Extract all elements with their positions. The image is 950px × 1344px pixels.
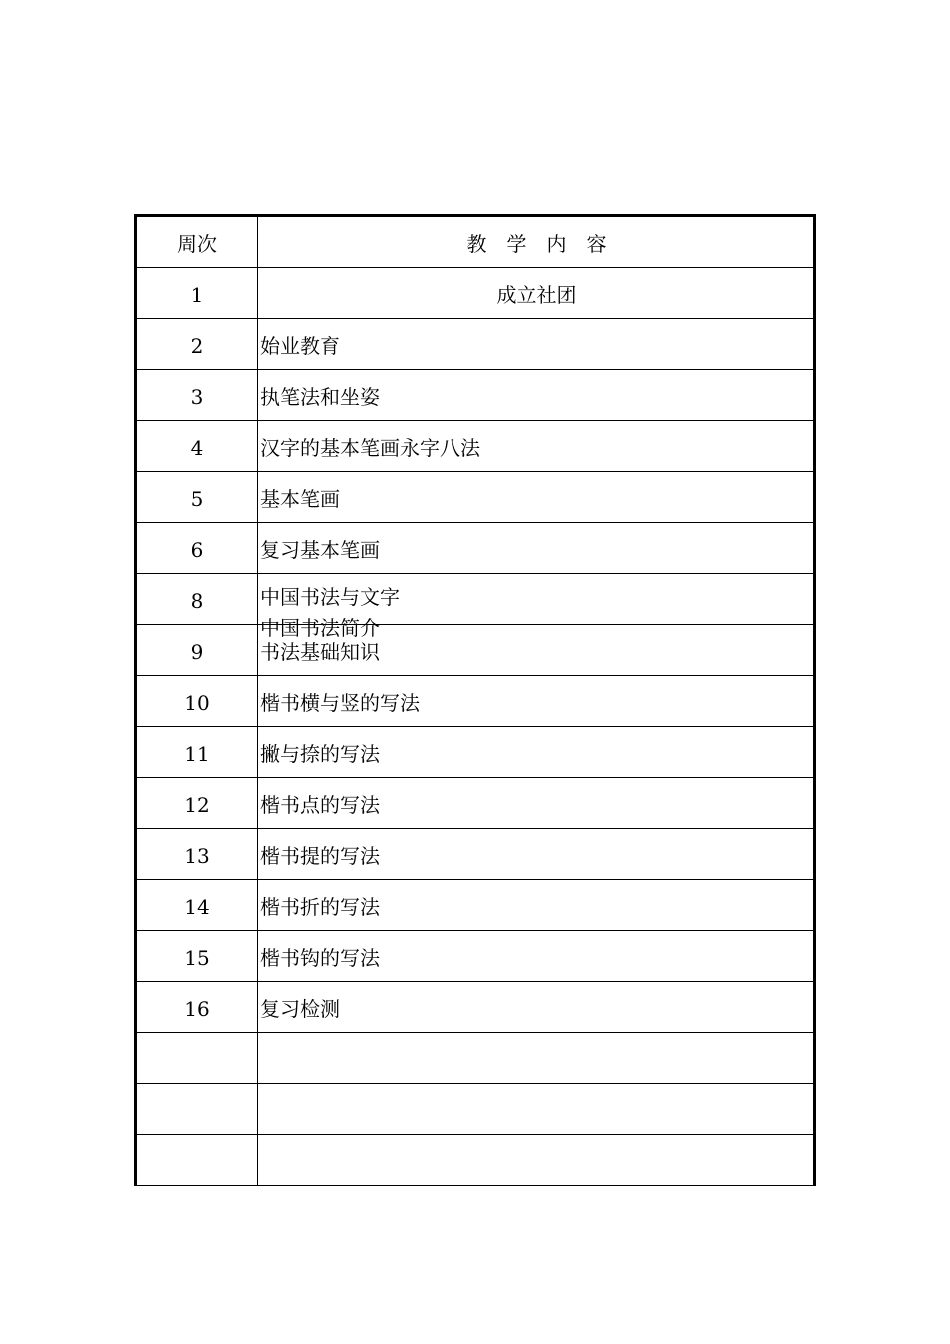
row-week: 4 (136, 421, 258, 472)
table-row (136, 370, 815, 421)
row-content (258, 1084, 815, 1135)
row-week: 6 (136, 523, 258, 574)
row-week: 15 (136, 931, 258, 982)
row-content: 楷书点的写法 (258, 778, 815, 829)
row-week (136, 1135, 258, 1186)
table-row (136, 829, 815, 880)
row-content: 撇与捺的写法 (258, 727, 815, 778)
table-row-empty (136, 1033, 815, 1084)
table-row (136, 472, 815, 523)
row-content (258, 574, 815, 640)
header-week: 周次 (136, 216, 258, 268)
row-week: 12 (136, 778, 258, 829)
row-week: 10 (136, 676, 258, 727)
row-week: 3 (136, 370, 258, 421)
row-content-line-2: 中国书法简介 (260, 615, 380, 640)
row-week: 9 (136, 625, 258, 676)
row-week: 16 (136, 982, 258, 1033)
row-content: 书法基础知识 (258, 625, 815, 676)
row-content: 楷书折的写法 (258, 880, 815, 931)
row-week: 14 (136, 880, 258, 931)
row-content-line-1: 中国书法与文字 (260, 584, 400, 609)
row-content: 基本笔画 (258, 472, 815, 523)
table-row (136, 676, 815, 727)
table-row (136, 523, 815, 574)
table-row-empty (136, 1084, 815, 1135)
row-content: 复习基本笔画 (258, 523, 815, 574)
table-row (136, 931, 815, 982)
row-content (258, 1135, 815, 1186)
table-row (136, 880, 815, 931)
teaching-schedule-table (134, 214, 816, 1186)
row-week (136, 1084, 258, 1135)
table-row (136, 625, 815, 676)
row-content: 楷书提的写法 (258, 829, 815, 880)
overflowing-cell-text (258, 576, 813, 640)
table-header-row (136, 216, 815, 268)
row-week: 8 (136, 574, 258, 625)
row-content: 执笔法和坐姿 (258, 370, 815, 421)
table-row-empty (136, 1135, 815, 1186)
table-row (136, 319, 815, 370)
row-week: 13 (136, 829, 258, 880)
row-content (258, 1033, 815, 1084)
row-week (136, 1033, 258, 1084)
row-content: 成立社团 (258, 268, 815, 319)
header-content: 教 学 内 容 (258, 216, 815, 268)
row-content: 复习检测 (258, 982, 815, 1033)
table-row (136, 574, 815, 625)
row-week: 2 (136, 319, 258, 370)
row-content: 楷书钩的写法 (258, 931, 815, 982)
row-content: 始业教育 (258, 319, 815, 370)
row-content: 楷书横与竖的写法 (258, 676, 815, 727)
table-row (136, 778, 815, 829)
table-row (136, 727, 815, 778)
row-week: 1 (136, 268, 258, 319)
table-row (136, 268, 815, 319)
row-week: 11 (136, 727, 258, 778)
row-content: 汉字的基本笔画永字八法 (258, 421, 815, 472)
table-row (136, 421, 815, 472)
table-row (136, 982, 815, 1033)
row-week: 5 (136, 472, 258, 523)
